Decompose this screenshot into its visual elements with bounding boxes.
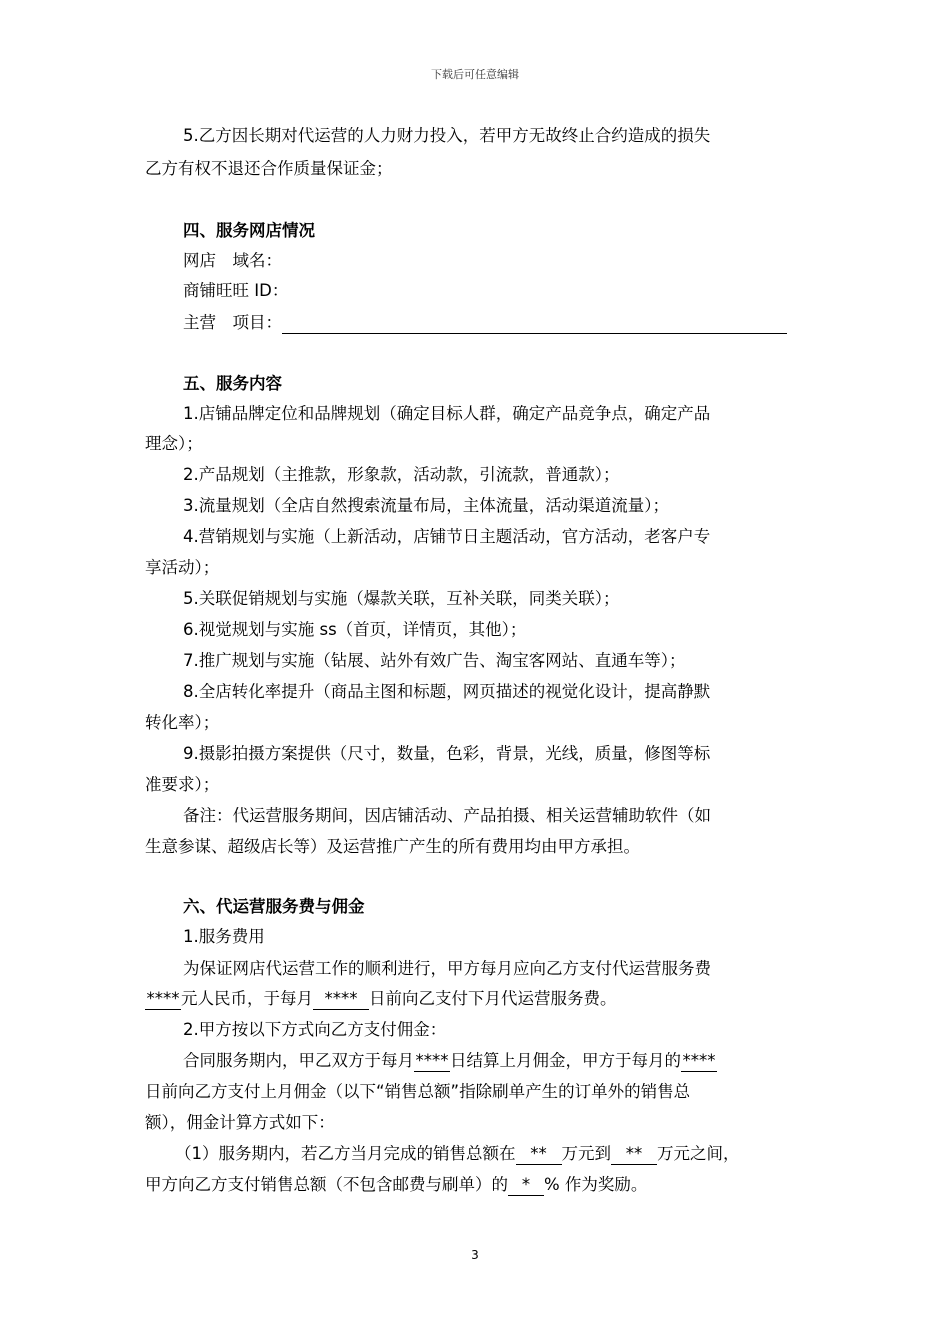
commission-line3: 额），佣金计算方式如下：	[145, 1113, 335, 1132]
commission-day2-blank: ****	[682, 1051, 716, 1070]
service-item-7: 7.推广规划与实施（钻展、站外有效广告、淘宝客网站、直通车等）；	[183, 651, 686, 670]
service-item-3: 3.流量规划（全店自然搜索流量布局，主体流量，活动渠道流量）；	[183, 496, 669, 515]
fee-text-mid: 元人民币，于每月	[181, 989, 313, 1008]
wangwang-id-label: 商铺旺旺 ID：	[183, 281, 289, 300]
commission-subtitle: 2.甲方按以下方式向乙方支付佣金：	[183, 1020, 447, 1039]
service-item-4-line2: 享活动）；	[145, 558, 220, 577]
shop-domain-label: 网店 域名：	[183, 251, 282, 270]
rule-1-text-c: 万元之间，	[657, 1144, 740, 1163]
commission-line1	[183, 1050, 717, 1072]
service-item-5: 5.关联促销规划与实施（爆款关联，互补关联，同类关联）；	[183, 589, 620, 608]
fee-line2	[145, 988, 617, 1010]
commission-line2: 日前向乙方支付上月佣金（以下“销售总额”指除刷单产生的订单外的销售总	[145, 1082, 691, 1101]
commission-text-a1: 合同服务期内，甲乙双方于每月	[183, 1051, 414, 1070]
fee-amount-blank: ****	[146, 989, 180, 1008]
rule-1-text-a: （1）服务期内，若乙方当月完成的销售总额在	[175, 1144, 516, 1163]
fee-text-end: 日前向乙支付下月代运营服务费。	[369, 989, 617, 1008]
service-item-6: 6.视觉规划与实施 ss（首页，详情页，其他）；	[183, 620, 527, 639]
service-note-line2: 生意参谋、超级店长等）及运营推广产生的所有费用均由甲方承担。	[145, 837, 640, 856]
service-item-1-line2: 理念）；	[145, 434, 203, 453]
rule-1-max-blank: **	[611, 1144, 657, 1165]
service-item-9-line2: 准要求）；	[145, 775, 220, 794]
main-project-label: 主营 项目：	[183, 313, 282, 332]
page-header: 下载后可任意编辑	[431, 68, 519, 81]
rule-1-text-e: % 作为奖励。	[544, 1175, 648, 1194]
rule-1-pct-blank: *	[508, 1175, 544, 1196]
section-5-title: 五、服务内容	[183, 374, 282, 393]
commission-day1-blank: ****	[415, 1051, 449, 1070]
rule-1-text-d: 甲方向乙方支付销售总额（不包含邮费与刷单）的	[145, 1175, 508, 1194]
service-item-9-line1: 9.摄影拍摄方案提供（尺寸，数量，色彩，背景，光线，质量，修图等标	[183, 744, 711, 763]
service-item-2: 2.产品规划（主推款，形象款，活动款，引流款，普通款）；	[183, 465, 620, 484]
service-item-8-line2: 转化率）；	[145, 713, 220, 732]
clause-5-line2: 乙方有权不退还合作质量保证金；	[145, 159, 393, 178]
service-item-1-line1: 1.店铺品牌定位和品牌规划（确定目标人群，确定产品竞争点，确定产品	[183, 404, 711, 423]
service-note-line1: 备注：代运营服务期间，因店铺活动、产品拍摄、相关运营辅助软件（如	[183, 806, 711, 825]
section-4-title: 四、服务网店情况	[183, 221, 315, 240]
page-number: 3	[471, 1248, 479, 1262]
main-project-row	[183, 312, 787, 334]
section-6-title: 六、代运营服务费与佣金	[183, 897, 365, 916]
fee-line1: 为保证网店代运营工作的顺利进行，甲方每月应向乙方支付代运营服务费	[183, 959, 711, 978]
clause-5-line1: 5.乙方因长期对代运营的人力财力投入，若甲方无故终止合约造成的损失	[183, 126, 711, 145]
rule-1-line2	[145, 1174, 647, 1196]
rule-1-min-blank: **	[516, 1144, 562, 1165]
fee-subtitle: 1.服务费用	[183, 927, 265, 946]
service-item-8-line1: 8.全店转化率提升（商品主图和标题，网页描述的视觉化设计，提高静默	[183, 682, 711, 701]
fee-day-blank: ****	[313, 989, 369, 1010]
commission-text-a2: 日结算上月佣金，甲方于每月的	[450, 1051, 681, 1070]
main-project-blank	[282, 315, 787, 334]
rule-1-text-b: 万元到	[561, 1144, 611, 1163]
service-item-4-line1: 4.营销规划与实施（上新活动，店铺节日主题活动，官方活动，老客户专	[183, 527, 711, 546]
rule-1-line1	[175, 1143, 740, 1165]
